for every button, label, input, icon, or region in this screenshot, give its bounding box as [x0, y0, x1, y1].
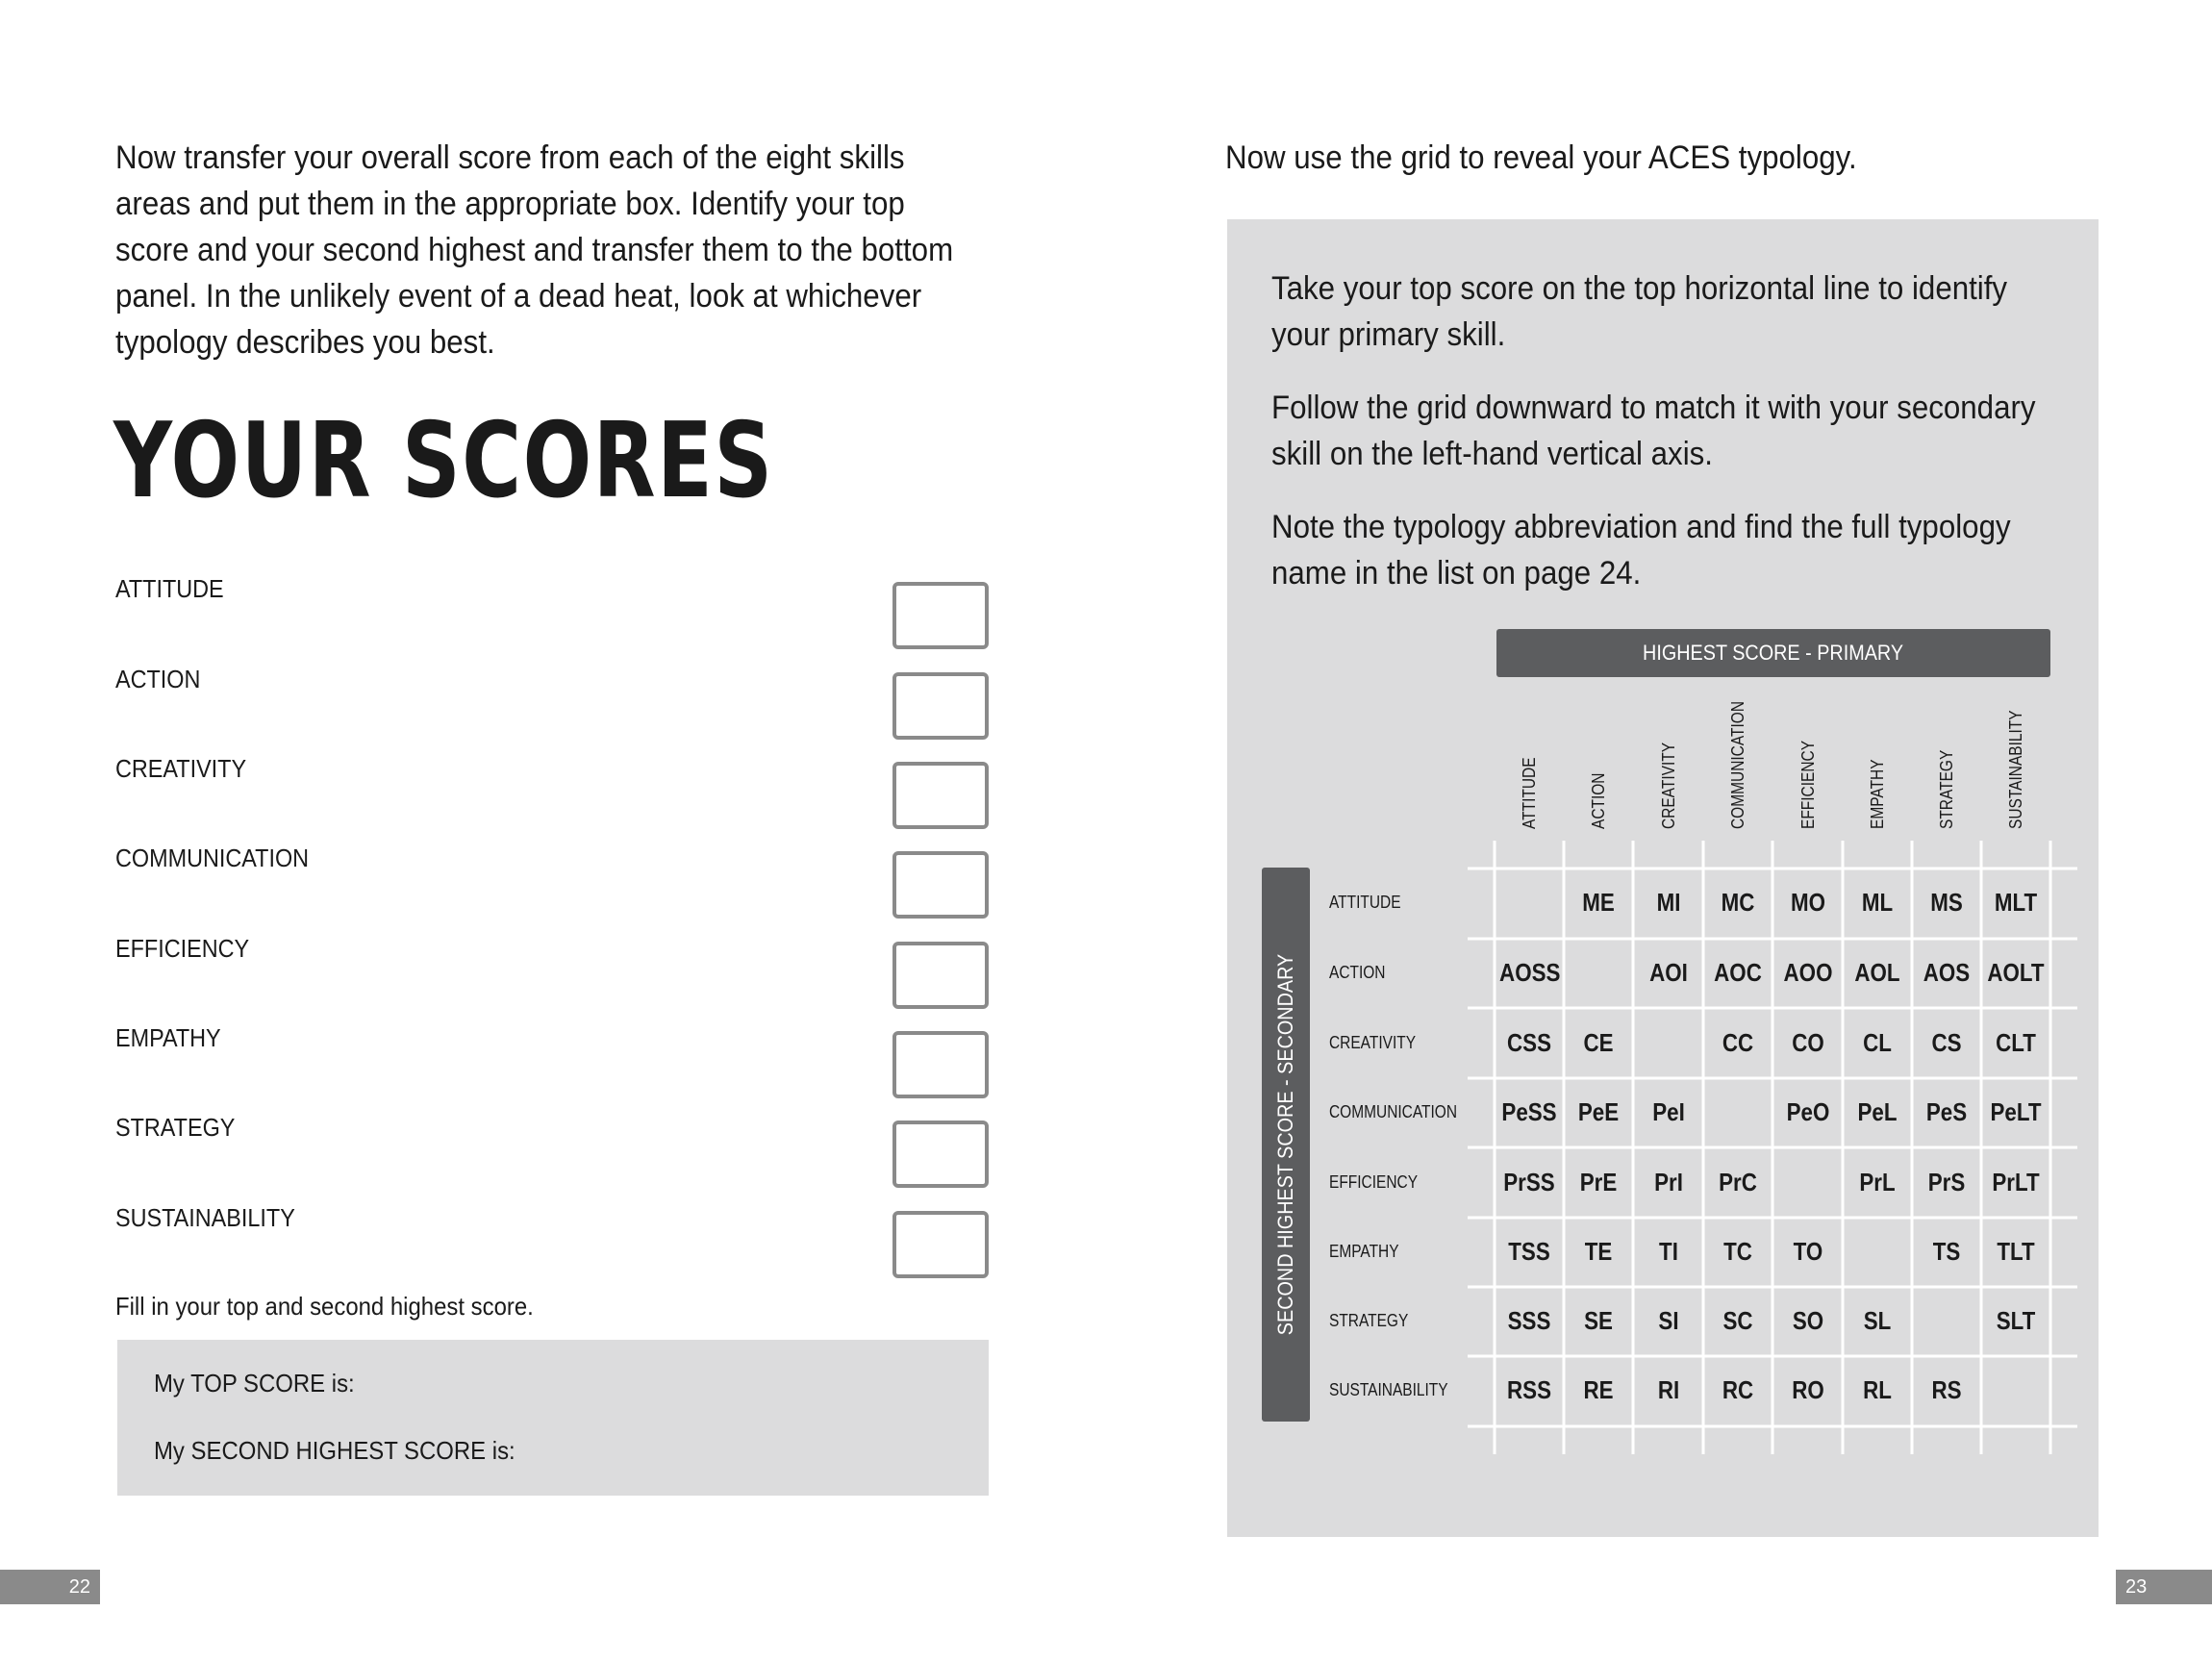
grid-cell: RE: [1583, 1375, 1614, 1404]
grid-cell: PeS: [1925, 1097, 1968, 1126]
row-header-attitude: ATTITUDE: [1329, 893, 1401, 912]
row-header-strategy: STRATEGY: [1329, 1311, 1409, 1330]
column-header-attitude: ATTITUDE: [1520, 757, 1539, 829]
grid-cell: SE: [1584, 1306, 1613, 1335]
grid-cell: TE: [1584, 1237, 1613, 1266]
grid-cell: SL: [1863, 1306, 1892, 1335]
grid-cell: TC: [1723, 1237, 1752, 1266]
grid-cell: RL: [1863, 1375, 1892, 1404]
grid-cell: PrSS: [1503, 1168, 1555, 1196]
grid-cell: AOO: [1783, 958, 1833, 987]
grid-cell: RO: [1792, 1375, 1824, 1404]
grid-cell: TI: [1659, 1237, 1678, 1266]
row-header-communication: COMMUNICATION: [1329, 1102, 1458, 1121]
skill-label-sustainability: SUSTAINABILITY: [115, 1203, 295, 1232]
grid-cell: CL: [1863, 1028, 1892, 1057]
skill-label-creativity: CREATIVITY: [115, 754, 247, 783]
right-intro-paragraph: Now use the grid to reveal your ACES typology.: [1225, 139, 1857, 176]
grid-cell: CC: [1722, 1028, 1754, 1057]
grid-cell: TLT: [1997, 1237, 2035, 1266]
page-number-right: 23: [2116, 1570, 2212, 1604]
grid-cell: RS: [1931, 1375, 1962, 1404]
grid-cell: TSS: [1508, 1237, 1550, 1266]
grid-cell: SC: [1722, 1306, 1753, 1335]
grid-cell: PrL: [1859, 1168, 1896, 1196]
grid-cell: RC: [1722, 1375, 1754, 1404]
grid-cell: CE: [1583, 1028, 1614, 1057]
grid-cell: MLT: [1994, 888, 2038, 917]
grid-cell: AOI: [1649, 958, 1688, 987]
grid-cell: SSS: [1507, 1306, 1551, 1335]
top-score-label: My TOP SCORE is:: [154, 1369, 355, 1398]
instruction-2: Follow the grid downward to match it with your secondary skill on the left-hand vertical axis.: [1271, 390, 2036, 472]
skill-label-communication: COMMUNICATION: [115, 844, 310, 872]
row-header-efficiency: EFFICIENCY: [1329, 1172, 1419, 1192]
column-header-sustainability: SUSTAINABILITY: [2006, 710, 2025, 829]
column-header-empathy: EMPATHY: [1868, 759, 1887, 829]
grid-cell: PeO: [1786, 1097, 1830, 1126]
grid-cell: MO: [1790, 888, 1826, 917]
grid-cell: CLT: [1996, 1028, 2036, 1057]
grid-cell: PrC: [1719, 1168, 1757, 1196]
primary-axis-label: HIGHEST SCORE - PRIMARY: [1643, 641, 1904, 665]
secondary-axis-label: SECOND HIGHEST SCORE - SECONDARY: [1273, 953, 1297, 1336]
column-header-strategy: STRATEGY: [1937, 749, 1956, 829]
grid-cell: PrE: [1579, 1168, 1618, 1196]
skill-label-attitude: ATTITUDE: [115, 574, 224, 603]
grid-cell: AOS: [1923, 958, 1971, 987]
grid-cell: PeI: [1652, 1097, 1685, 1126]
fill-instruction: Fill in your top and second highest score.: [115, 1292, 534, 1321]
grid-cell: AOLT: [1987, 958, 2045, 987]
row-header-empathy: EMPATHY: [1329, 1242, 1399, 1261]
skill-label-strategy: STRATEGY: [115, 1113, 236, 1142]
grid-cell: AOC: [1714, 958, 1762, 987]
grid-cell: PrS: [1927, 1168, 1966, 1196]
grid-cell: PeL: [1857, 1097, 1898, 1126]
grid-cell: SLT: [1996, 1306, 2036, 1335]
grid-cell: AOSS: [1499, 958, 1561, 987]
grid-cell: AOL: [1854, 958, 1900, 987]
skill-label-empathy: EMPATHY: [115, 1023, 221, 1052]
column-header-action: ACTION: [1589, 772, 1608, 829]
row-header-sustainability: SUSTAINABILITY: [1329, 1380, 1448, 1399]
page-number-left: 22: [0, 1570, 100, 1604]
grid-cell: PeSS: [1501, 1097, 1557, 1126]
grid-cell: PeE: [1577, 1097, 1620, 1126]
grid-cell: MC: [1721, 888, 1755, 917]
instruction-3: Note the typology abbreviation and find the full typology name in the list on page 24.: [1271, 509, 2011, 592]
grid-cell: RSS: [1507, 1375, 1551, 1404]
grid-cell: CSS: [1507, 1028, 1551, 1057]
grid-cell: PrI: [1654, 1168, 1683, 1196]
column-header-efficiency: EFFICIENCY: [1798, 740, 1818, 829]
grid-cell: ME: [1582, 888, 1615, 917]
grid-cell: TS: [1932, 1237, 1961, 1266]
grid-cell: PrLT: [1992, 1168, 2040, 1196]
second-score-label: My SECOND HIGHEST SCORE is:: [154, 1436, 515, 1465]
row-header-action: ACTION: [1329, 963, 1386, 982]
grid-cell: PeLT: [1990, 1097, 2042, 1126]
left-intro-paragraph: Now transfer your overall score from each of the eight skills areas and put them in the appropriate box. Identify your top score and your second highest and transfer them to the bottom panel. In the unlikely event of a dead heat, look at whichever typology describes you best.: [115, 139, 954, 361]
grid-cell: ML: [1861, 888, 1894, 917]
grid-cell: RI: [1657, 1375, 1680, 1404]
skill-label-action: ACTION: [115, 665, 201, 693]
column-header-communication: COMMUNICATION: [1728, 700, 1747, 829]
column-header-creativity: CREATIVITY: [1659, 742, 1678, 829]
grid-cell: TO: [1793, 1237, 1823, 1266]
grid-cell: SO: [1792, 1306, 1824, 1335]
skill-label-efficiency: EFFICIENCY: [115, 934, 250, 963]
instruction-1: Take your top score on the top horizontal line to identify your primary skill.: [1271, 270, 2008, 353]
grid-cell: MI: [1656, 888, 1681, 917]
grid-cell: CO: [1792, 1028, 1824, 1057]
page-title: YOUR SCORES: [113, 401, 774, 521]
grid-cell: SI: [1658, 1306, 1679, 1335]
grid-cell: CS: [1931, 1028, 1962, 1057]
row-header-creativity: CREATIVITY: [1329, 1033, 1417, 1052]
grid-cell: MS: [1930, 888, 1963, 917]
